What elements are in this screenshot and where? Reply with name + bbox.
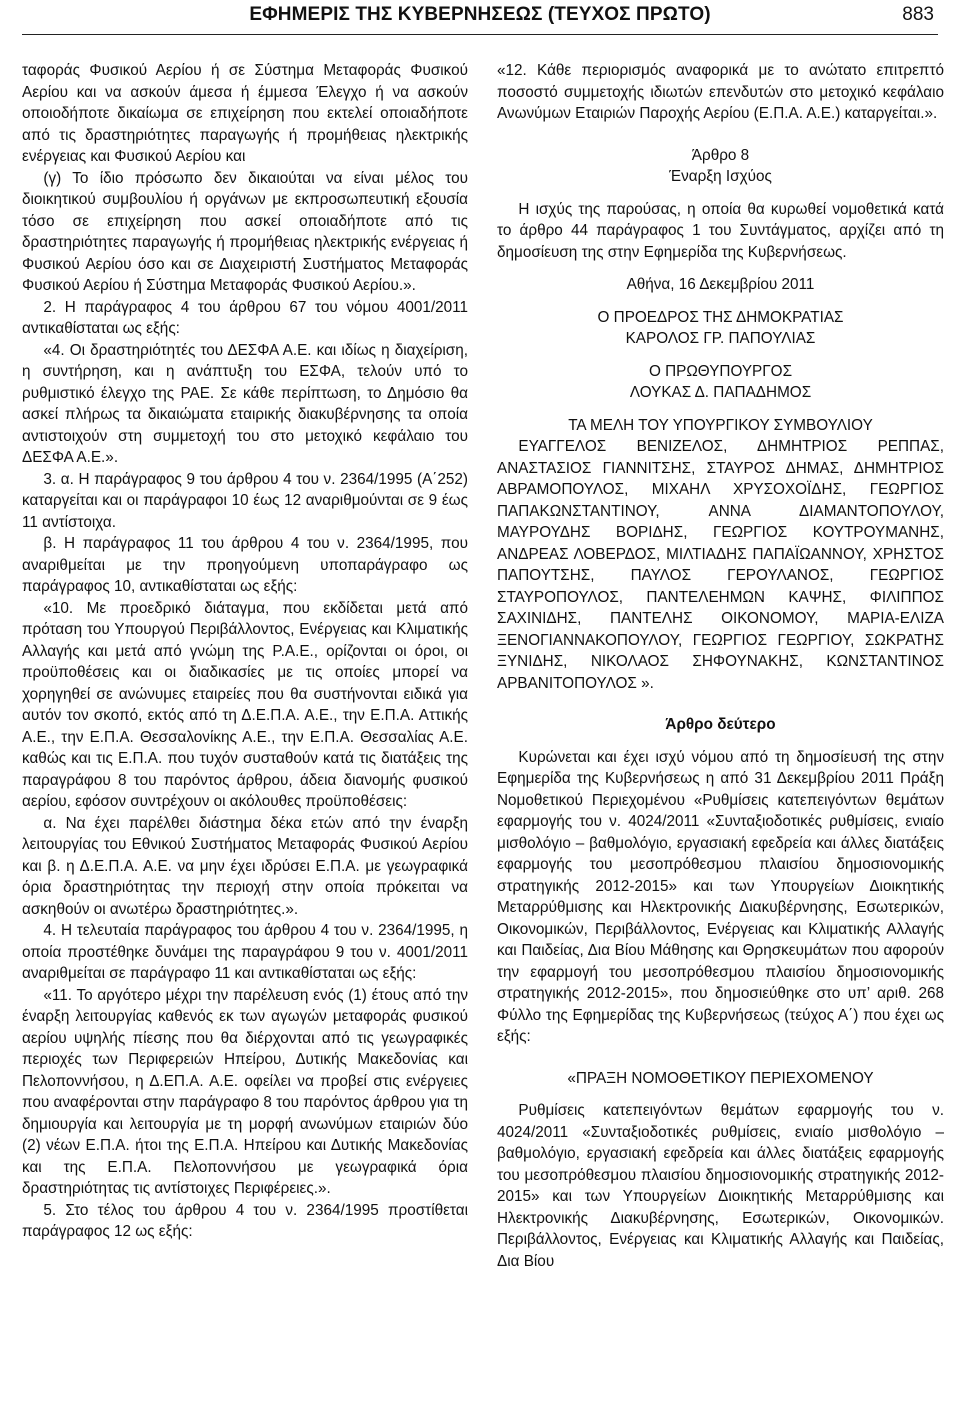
- signatory-title: Ο ΠΡΩΘΥΠΟΥΡΓΟΣ: [648, 362, 793, 380]
- left-column: [22, 60, 468, 1243]
- page-header: [22, 0, 938, 35]
- paragraph: «10. Με προεδρικό διάταγμα, που εκδίδεται μετά από πρόταση του Υπουργού Περιβάλλοντος, Ενέργειας και Κλιματικής Αλλαγής και μετά από γνώμη της Ρ.Α.Ε., ορίζονται οι όροι, οι προϋποθέσεις και οι διαδικασίες με τις οποίες μπορεί να χορηγηθεί σε ανώνυμες εταιρείες που θα συστήνονται ειδικά για αυτόν τον σκοπό, εκτός από τη Δ.Ε.Π.Α. Α.Ε., την Ε.Π.Α. Αττικής Α.Ε., την Ε.Π.Α. Θεσσαλονίκης Α.Ε., την Ε.Π.Α. Θεσσαλίας Α.Ε. καθώς και τις Ε.Π.Α. που τυχόν συσταθούν κατά τις διατάξεις της παραγράφου 8 του παρόντος άρθρου, άδεια διανομής φυσικού αερίου, εφόσον συντρέχουν οι ακόλουθες προϋποθέσεις:: [22, 599, 468, 810]
- paragraph: «12. Κάθε περιορισμός αναφορικά με το ανώτατο επιτρεπτό ποσοστό συμμετοχής ιδιωτών επενδυτών στο μετοχικό κεφάλαιο Ανωνύμων Εταιριών Παροχής Αερίου (Ε.Π.Α. Α.Ε.) καταργείται.».: [497, 62, 944, 122]
- paragraph: «11. Το αργότερο μέχρι την παρέλευση ενός (1) έτους από την έναρξη λειτουργίας καθενός εκ των αγωγών μεταφοράς φυσικού αερίου υψηλής πίεσης που θα διέρχονται από τις γεωγραφικές περιοχές των Περιφερειών Ηπείρου, Δυτικής Μακεδονίας και Πελοποννήσου, η Δ.ΕΠ.Α. Α.Ε. οφείλει να προβεί στις ενέργειες που αναφέρονται στην παράγραφο 8 του παρόντος άρθρου για τη δημιουργία και λειτουργία με τη μορφή ανωνύμων εταιριών δύο (2) νέων Ε.Π.Α. ήτοι της Ε.Π.Α. Ηπείρου και Δυτικής Μακεδονίας και της Ε.Π.Α. Πελοποννήσου με γεωγραφικά όρια δραστηριότητας τις αντίστοιχες Περιφέρειες.».: [22, 986, 468, 1197]
- paragraph: 5. Στο τέλος του άρθρου 4 του ν. 2364/1995 προστίθεται παράγραφος 12 ως εξής:: [22, 1201, 468, 1240]
- paragraph: (γ) Το ίδιο πρόσωπο δεν δικαιούται να είναι μέλος του διοικητικού συμβουλίου ή οργάνων με εκπροσωπευτική εξουσία τόσο σε επιχείρηση που ασκεί οποιαδήποτε από τις δραστηριότητες παραγωγής ή προμήθειας ηλεκτρικής ενέργειας ή Φυσικού Αερίου όσο και σε Διαχειριστή Συστήματος Μεταφοράς Φυσικού Αερίου ή Σύστημα Μεταφοράς Φυσικού Αερίου.».: [22, 169, 468, 294]
- article-heading: Άρθρο 8: [691, 146, 750, 164]
- act-heading: «ΠΡΑΞΗ ΝΟΜΟΘΕΤΙΚΟΥ ΠΕΡΙΕΧΟΜΕΝΟΥ: [567, 1069, 874, 1087]
- paragraph: Κυρώνεται και έχει ισχύ νόμου από τη δημοσίευσή της στην Εφημερίδα της Κυβερνήσεως η από 31 Δεκεμβρίου 2011 Πράξη Νομοθετικού Περιεχομένου «Ρυθμίσεις κατεπειγόντων θεμάτων εφαρμογής του ν. 4024/2011 «Συνταξιοδοτικές ρυθμίσεις, ενιαίο μισθολόγιο – βαθμολόγιο, εργασιακή εφεδρεία και άλλες διατάξεις εφαρμογής του μεσοπρόθεσμου πλαισίου δημοσιονομικής στρατηγικής 2012-2015» και των Υπουργείων Διοικητικής Μεταρρύθμισης και Ηλεκτρονικής Διακυβέρνησης, Εσωτερικών, Οικονομικών, Περιβάλλοντος, Ενέργειας και Κλιματικής Αλλαγής και Παιδείας, Δια Βίου Μάθησης και Θρησκευμάτων που αφορούν την εφαρμογή του μεσοπρόθεσμου πλαισίου δημοσιονομικής στρατηγικής 2012-2015», που δημοσιεύθηκε στο υπ’ αριθ. 268 Φύλλο της Εφημερίδας της Κυβερνήσεως (τεύχος Α΄) που έχει ως εξής:: [497, 748, 944, 1045]
- paragraph: Ρυθμίσεις κατεπειγόντων θεμάτων εφαρμογής του ν. 4024/2011 «Συνταξιοδοτικές ρυθμίσεις, ενιαίο μισθολόγιο – βαθμολόγιο, εργασιακή εφεδρεία και άλλες διατάξεις εφαρμογής του μεσοπρόθεσμου πλαισίου δημοσιονομικής στρατηγικής 2012-2015» και των Υπουργείων Διοικητικής Μεταρρύθμισης και Ηλεκτρονικής Διακυβέρνησης, Εσωτερικών, Οικονομικών. Περιβάλλοντος, Ενέργειας και Κλιματικής Αλλαγής και Παιδείας, Δια Βίου: [497, 1102, 944, 1270]
- place-date: Αθήνα, 16 Δεκεμβρίου 2011: [626, 276, 815, 293]
- signatory-name: ΚΑΡΟΛΟΣ ΓΡ. ΠΑΠΟΥΛΙΑΣ: [625, 330, 816, 347]
- signatory-title: Ο ΠΡΟΕΔΡΟΣ ΤΗΣ ΔΗΜΟΚΡΑΤΙΑΣ: [597, 308, 844, 326]
- paragraph: ταφοράς Φυσικού Αερίου ή σε Σύστημα Μεταφοράς Φυσικού Αερίου και να ασκούν άμεσα ή έμμεσα Έλεγχο ή να ασκούν οποιοδήποτε δικαίωμα σε επιχείρηση που εκτελεί οποιαδήποτε από τις δραστηριότητες παραγωγής ή προμήθειας ηλεκτρικής ενέργειας και Φυσικού Αερίου και: [22, 62, 468, 165]
- paragraph: Η ισχύς της παρούσας, η οποία θα κυρωθεί νομοθετικά κατά το άρθρο 44 παράγραφος 1 του Συντάγματος, αρχίζει από τη δημοσίευση της στην Εφημερίδα της Κυβερνήσεως.: [497, 200, 944, 261]
- council-title: ΤΑ ΜΕΛΗ ΤΟΥ ΥΠΟΥΡΓΙΚΟΥ ΣΥΜΒΟΥΛΙΟΥ: [568, 416, 873, 434]
- paragraph: α. Να έχει παρέλθει διάστημα δέκα ετών από την έναρξη λειτουργίας του Εθνικού Συστήματος Μεταφοράς Φυσικού Αερίου και β. η Δ.Ε.Π.Α. Α.Ε. να μην έχει ιδρύσει Ε.Π.Α. με γεωγραφικά όρια δραστηριότητας την περιοχή στην οποία πρόκειται να ασκηθούν οι ανωτέρω δραστηριότητες.».: [22, 814, 468, 918]
- article-title: Έναρξη Ισχύος: [669, 168, 772, 185]
- right-column: [497, 60, 944, 1272]
- article-heading: Άρθρο δεύτερο: [665, 716, 776, 733]
- paragraph: «4. Οι δραστηριότητές του ΔΕΣΦΑ Α.Ε. και ιδίως η διαχείριση, η συντήρηση, και η ανάπτυξη του ΕΣΦΑ, τελούν υπό το ρυθμιστικό έλεγχο της ΡΑΕ. Σε κάθε περίπτωση, το Δημόσιο θα ασκεί πλήρως τα δικαιώματα εταιρικής διακυβέρνησης τα οποία αντιστοιχούν στη συμμετοχή του στο μετοχικό κεφάλαιο του ΔΕΣΦΑ Α.Ε.».: [22, 341, 468, 466]
- paragraph: 3. α. Η παράγραφος 9 του άρθρου 4 του ν. 2364/1995 (Α΄252) καταργείται και οι παράγραφοι 10 έως 12 αναριθμούνται σε 9 έως 11 αντίστοιχα.: [22, 470, 468, 531]
- paragraph: β. Η παράγραφος 11 του άρθρου 4 του ν. 2364/1995, που αναριθμείται με την προηγούμενη υποπαράγραφο ως παράγραφος 10, αντικαθίσταται ως εξής:: [22, 535, 468, 595]
- paragraph: 4. Η τελευταία παράγραφος του άρθρου 4 του ν. 2364/1995, η οποία προστέθηκε δυνάμει της παραγράφου 9 του ν. 4001/2011 αναριθμείται σε παράγραφο 11 και αντικαθίσταται ως εξής:: [22, 922, 468, 982]
- gazette-title: ΕΦΗΜΕΡΙΣ ΤΗΣ ΚΥΒΕΡΝΗΣΕΩΣ (ΤΕΥΧΟΣ ΠΡΩΤΟ): [249, 4, 711, 25]
- paragraph: 2. Η παράγραφος 4 του άρθρου 67 του νόμου 4001/2011 αντικαθίσταται ως εξής:: [22, 298, 468, 337]
- signatory-name: ΛΟΥΚΑΣ Δ. ΠΑΠΑΔΗΜΟΣ: [629, 384, 812, 401]
- page-number: 883: [902, 4, 934, 25]
- council-members: ΕΥΑΓΓΕΛΟΣ ΒΕΝΙΖΕΛΟΣ, ΔΗΜΗΤΡΙΟΣ ΡΕΠΠΑΣ, ΑΝΑΣΤΑΣΙΟΣ ΓΙΑΝΝΙΤΣΗΣ, ΣΤΑΥΡΟΣ ΔΗΜΑΣ, ΔΗΜΗΤΡΙΟΣ ΑΒΡΑΜΟΠΟΥΛΟΣ, ΜΙΧΑΗΛ ΧΡΥΣΟΧΟΪΔΗΣ, ΓΕΩΡΓΙΟΣ ΠΑΠΑΚΩΝΣΤΑΝΤΙΝΟΥ, ΑΝΝΑ ΔΙΑΜΑΝΤΟΠΟΥΛΟΥ, ΜΑΥΡΟΥΔΗΣ ΒΟΡΙΔΗΣ, ΓΕΩΡΓΙΟΣ ΚΟΥΤΡΟΥΜΑΝΗΣ, ΑΝΔΡΕΑΣ ΛΟΒΕΡΔΟΣ, ΜΙΛΤΙΑΔΗΣ ΠΑΠΑΪΩΑΝΝΟΥ, ΧΡΗΣΤΟΣ ΠΑΠΟΥΤΣΗΣ, ΠΑΥΛΟΣ ΓΕΡΟΥΛΑΝΟΣ, ΓΕΩΡΓΙΟΣ ΣΤΑΥΡΟΠΟΥΛΟΣ, ΠΑΝΤΕΛΕΗΜΩΝ ΚΑΨΗΣ, ΦΙΛΙΠΠΟΣ ΣΑΧΙΝΙΔΗΣ, ΠΑΝΤΕΛΗΣ ΟΙΚΟΝΟΜΟΥ, ΜΑΡΙΑ-ΕΛΙΖΑ ΞΕΝΟΓΙΑΝΝΑΚΟΠΟΥΛΟΥ, ΓΕΩΡΓΙΟΣ ΓΕΩΡΓΙΟΥ, ΣΩΚΡΑΤΗΣ ΞΥΝΙΔΗΣ, ΝΙΚΟΛΑΟΣ ΣΗΦΟΥΝΑΚΗΣ, ΚΩΝΣΤΑΝΤΙΝΟΣ ΑΡΒΑΝΙΤΟΠΟΥΛΟΣ ».: [497, 438, 944, 692]
